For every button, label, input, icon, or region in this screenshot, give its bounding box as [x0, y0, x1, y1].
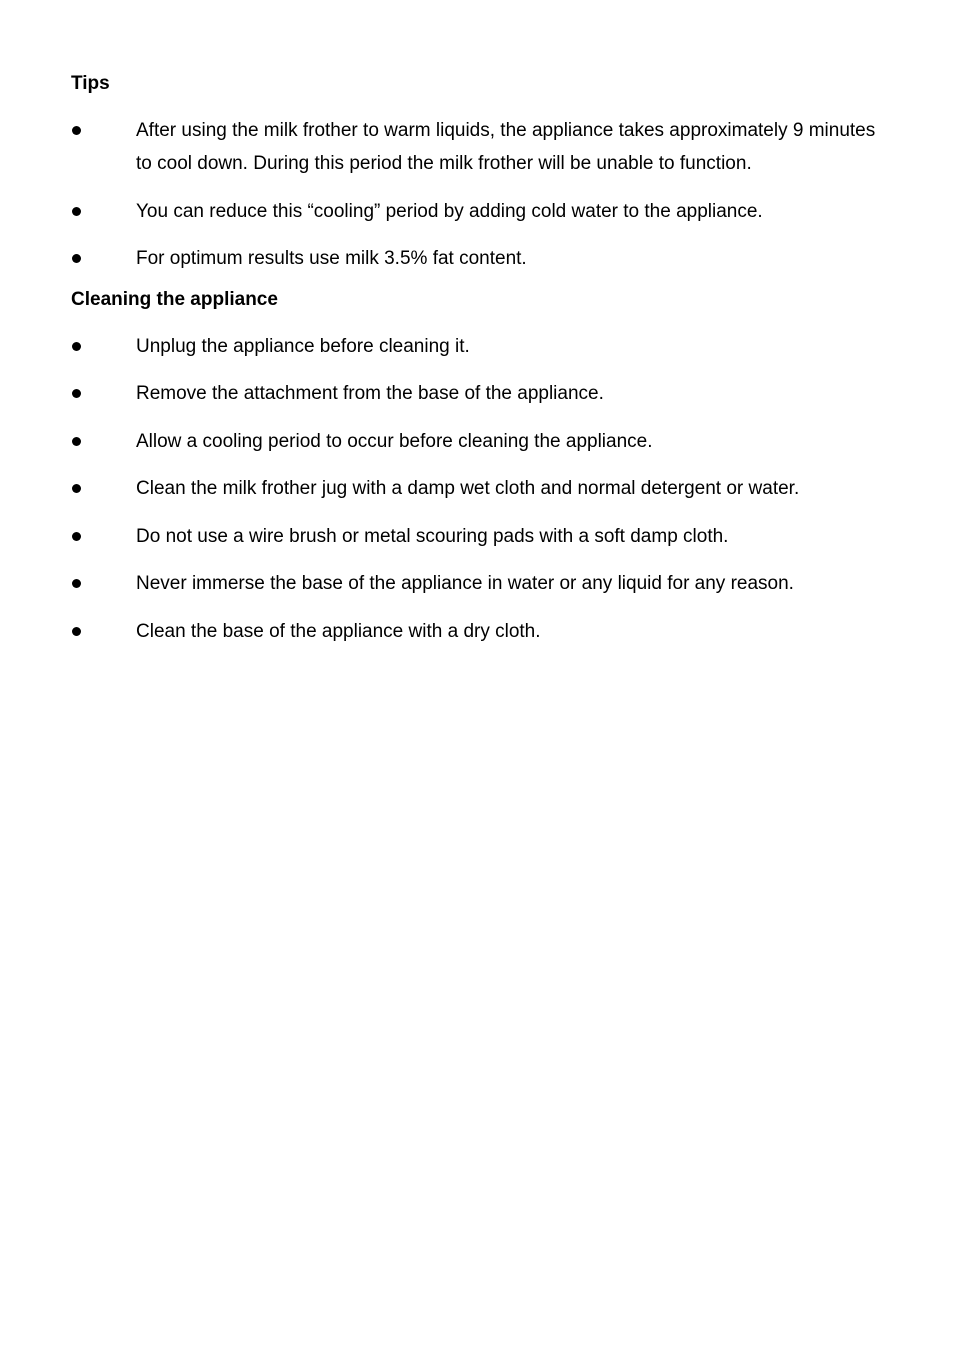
tips-section [71, 68, 891, 275]
list-item [71, 242, 891, 275]
bullet-icon [72, 389, 81, 398]
tips-list [71, 114, 891, 275]
list-item-text: Unplug the appliance before cleaning it. [136, 335, 470, 357]
list-item [71, 377, 891, 410]
bullet-icon [72, 437, 81, 446]
bullet-icon [72, 254, 81, 263]
list-item [71, 520, 891, 553]
list-item-text: Remove the attachment from the base of the appliance. [136, 383, 604, 404]
list-item-text: Allow a cooling period to occur before cleaning the appliance. [136, 430, 653, 452]
list-item-text: After using the milk frother to warm liquids, the appliance takes approximately 9 minutes to cool down. During this period the milk frother will be unable to function. [136, 120, 876, 174]
list-item [71, 567, 891, 600]
list-item-text: Never immerse the base of the appliance in water or any liquid for any reason. [136, 573, 794, 594]
cleaning-list [71, 330, 891, 648]
list-item-text: Clean the milk frother jug with a damp wet cloth and normal detergent or water. [136, 478, 800, 499]
bullet-icon [72, 484, 81, 493]
bullet-icon [72, 532, 81, 541]
list-item [71, 615, 891, 648]
cleaning-section [71, 284, 891, 648]
list-item-text: Clean the base of the appliance with a dry cloth. [136, 620, 541, 642]
list-item-text: Do not use a wire brush or metal scouring pads with a soft damp cloth. [136, 525, 729, 547]
list-item-text: You can reduce this “cooling” period by adding cold water to the appliance. [136, 200, 763, 222]
section-heading-cleaning: Cleaning the appliance [71, 288, 278, 310]
section-heading-tips: Tips [71, 73, 110, 94]
list-item [71, 425, 891, 458]
bullet-icon [72, 126, 81, 135]
list-item [71, 472, 891, 505]
bullet-icon [72, 207, 81, 216]
list-item [71, 114, 891, 180]
list-item [71, 195, 891, 228]
bullet-icon [72, 627, 81, 636]
list-item [71, 330, 891, 363]
bullet-icon [72, 579, 81, 588]
document-page [71, 68, 891, 662]
bullet-icon [72, 342, 81, 351]
list-item-text: For optimum results use milk 3.5% fat content. [136, 248, 527, 269]
